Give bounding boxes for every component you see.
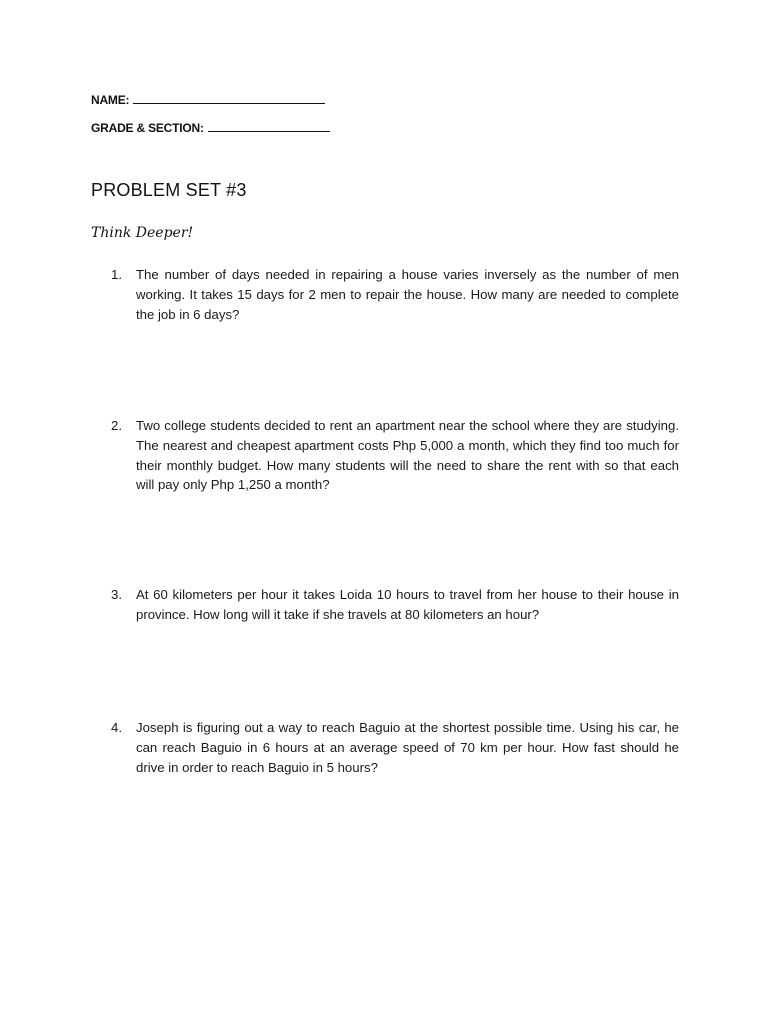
name-label: NAME: [91,93,130,107]
problem-text: Two college students decided to rent an apartment near the school where they are studying. The nearest and cheapest apartment costs Php 5,000 a month, which they find too much for their monthly budget. How many students will the need to share the rent with so that each will pay only Php 1,250 a month? [136,418,679,493]
grade-section-blank-line[interactable] [208,120,330,132]
problem-text: Joseph is figuring out a way to reach Baguio at the shortest possible time. Using his car, he can reach Baguio in 6 hours at an average speed of 70 km per hour. How fast should he drive in order to reach Baguio in 5 hours? [136,720,679,775]
problem-item [111,265,679,324]
problem-number: 1. [111,267,122,282]
grade-section-field[interactable] [91,120,330,135]
problem-number: 2. [111,418,122,433]
page-title: PROBLEM SET #3 [91,180,247,200]
name-field[interactable] [91,92,325,107]
problem-item [111,416,679,495]
problem-text: At 60 kilometers per hour it takes Loida 10 hours to travel from her house to their house in province. How long will it take if she travels at 80 kilometers an hour? [136,587,679,622]
problem-text: The number of days needed in repairing a house varies inversely as the number of men working. It takes 15 days for 2 men to repair the house. How many are needed to complete the job in 6 days? [136,267,679,322]
problem-item [111,718,679,777]
problem-item [111,585,679,625]
problem-number: 3. [111,587,122,602]
page-subtitle: Think Deeper! [91,225,194,241]
problem-number: 4. [111,720,122,735]
name-blank-line[interactable] [133,92,325,104]
grade-section-label: GRADE & SECTION: [91,121,204,135]
